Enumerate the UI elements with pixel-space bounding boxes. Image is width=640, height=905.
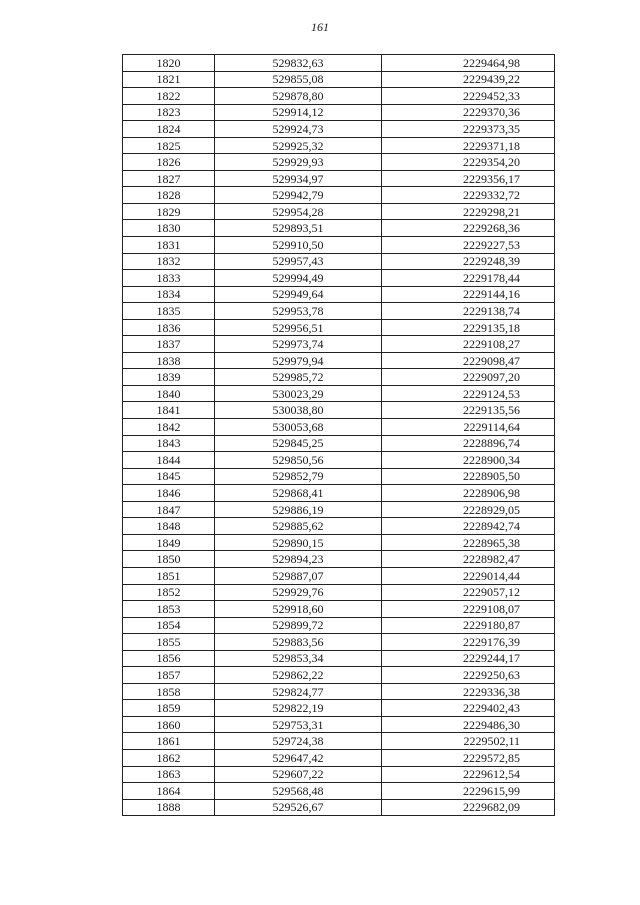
x-coordinate-cell: 529924,73 bbox=[215, 121, 382, 138]
x-coordinate-cell: 529914,12 bbox=[215, 104, 382, 121]
point-number-cell: 1830 bbox=[123, 220, 215, 237]
point-number-cell: 1846 bbox=[123, 485, 215, 502]
x-coordinate-cell: 529910,50 bbox=[215, 237, 382, 254]
point-number-cell: 1838 bbox=[123, 352, 215, 369]
table-row bbox=[123, 601, 555, 618]
table-row bbox=[123, 121, 555, 138]
x-coordinate-cell: 529845,25 bbox=[215, 435, 382, 452]
table-row bbox=[123, 700, 555, 717]
x-coordinate-cell: 529822,19 bbox=[215, 700, 382, 717]
point-number-cell: 1839 bbox=[123, 369, 215, 386]
point-number-cell: 1847 bbox=[123, 501, 215, 518]
point-number-cell: 1831 bbox=[123, 237, 215, 254]
point-number-cell: 1862 bbox=[123, 749, 215, 766]
x-coordinate-cell: 529973,74 bbox=[215, 336, 382, 353]
y-coordinate-cell: 2229298,21 bbox=[382, 203, 555, 220]
table-row bbox=[123, 783, 555, 800]
y-coordinate-cell: 2228965,38 bbox=[382, 534, 555, 551]
x-coordinate-cell: 529724,38 bbox=[215, 733, 382, 750]
x-coordinate-cell: 529899,72 bbox=[215, 617, 382, 634]
point-number-cell: 1864 bbox=[123, 783, 215, 800]
point-number-cell: 1821 bbox=[123, 71, 215, 88]
table-row bbox=[123, 253, 555, 270]
y-coordinate-cell: 2229452,33 bbox=[382, 88, 555, 105]
x-coordinate-cell: 529878,80 bbox=[215, 88, 382, 105]
x-coordinate-cell: 530023,29 bbox=[215, 385, 382, 402]
y-coordinate-cell: 2229332,72 bbox=[382, 187, 555, 204]
x-coordinate-cell: 529568,48 bbox=[215, 783, 382, 800]
x-coordinate-cell: 529862,22 bbox=[215, 667, 382, 684]
table-row bbox=[123, 154, 555, 171]
y-coordinate-cell: 2229486,30 bbox=[382, 716, 555, 733]
page-number: 161 bbox=[311, 20, 329, 34]
table-row bbox=[123, 683, 555, 700]
x-coordinate-cell: 529994,49 bbox=[215, 270, 382, 287]
y-coordinate-cell: 2229336,38 bbox=[382, 683, 555, 700]
table-row bbox=[123, 567, 555, 584]
table-row bbox=[123, 270, 555, 287]
table-row bbox=[123, 203, 555, 220]
y-coordinate-cell: 2229098,47 bbox=[382, 352, 555, 369]
y-coordinate-cell: 2228896,74 bbox=[382, 435, 555, 452]
point-number-cell: 1842 bbox=[123, 419, 215, 436]
table-row bbox=[123, 303, 555, 320]
x-coordinate-cell: 529918,60 bbox=[215, 601, 382, 618]
table-row bbox=[123, 286, 555, 303]
table-row bbox=[123, 352, 555, 369]
y-coordinate-cell: 2229615,99 bbox=[382, 783, 555, 800]
table-row bbox=[123, 485, 555, 502]
x-coordinate-cell: 529868,41 bbox=[215, 485, 382, 502]
table-row bbox=[123, 518, 555, 535]
y-coordinate-cell: 2228900,34 bbox=[382, 452, 555, 469]
y-coordinate-cell: 2228942,74 bbox=[382, 518, 555, 535]
point-number-cell: 1840 bbox=[123, 385, 215, 402]
x-coordinate-cell: 529925,32 bbox=[215, 137, 382, 154]
point-number-cell: 1822 bbox=[123, 88, 215, 105]
y-coordinate-cell: 2229135,18 bbox=[382, 319, 555, 336]
x-coordinate-cell: 529824,77 bbox=[215, 683, 382, 700]
point-number-cell: 1851 bbox=[123, 567, 215, 584]
table-row bbox=[123, 799, 555, 816]
point-number-cell: 1829 bbox=[123, 203, 215, 220]
y-coordinate-cell: 2229248,39 bbox=[382, 253, 555, 270]
y-coordinate-cell: 2229135,56 bbox=[382, 402, 555, 419]
point-number-cell: 1849 bbox=[123, 534, 215, 551]
y-coordinate-cell: 2229244,17 bbox=[382, 650, 555, 667]
x-coordinate-cell: 529887,07 bbox=[215, 567, 382, 584]
point-number-cell: 1853 bbox=[123, 601, 215, 618]
table-row bbox=[123, 716, 555, 733]
table-row bbox=[123, 733, 555, 750]
coordinates-table-body bbox=[123, 55, 555, 816]
point-number-cell: 1857 bbox=[123, 667, 215, 684]
y-coordinate-cell: 2229373,35 bbox=[382, 121, 555, 138]
point-number-cell: 1843 bbox=[123, 435, 215, 452]
x-coordinate-cell: 529942,79 bbox=[215, 187, 382, 204]
table-row bbox=[123, 187, 555, 204]
table-row bbox=[123, 88, 555, 105]
x-coordinate-cell: 529957,43 bbox=[215, 253, 382, 270]
y-coordinate-cell: 2229356,17 bbox=[382, 170, 555, 187]
y-coordinate-cell: 2229178,44 bbox=[382, 270, 555, 287]
table-row bbox=[123, 419, 555, 436]
point-number-cell: 1835 bbox=[123, 303, 215, 320]
x-coordinate-cell: 529886,19 bbox=[215, 501, 382, 518]
y-coordinate-cell: 2229612,54 bbox=[382, 766, 555, 783]
y-coordinate-cell: 2229439,22 bbox=[382, 71, 555, 88]
table-row bbox=[123, 435, 555, 452]
table-row bbox=[123, 534, 555, 551]
x-coordinate-cell: 529979,94 bbox=[215, 352, 382, 369]
x-coordinate-cell: 529949,64 bbox=[215, 286, 382, 303]
point-number-cell: 1860 bbox=[123, 716, 215, 733]
x-coordinate-cell: 529526,67 bbox=[215, 799, 382, 816]
x-coordinate-cell: 529647,42 bbox=[215, 749, 382, 766]
table-row bbox=[123, 237, 555, 254]
table-row bbox=[123, 468, 555, 485]
point-number-cell: 1858 bbox=[123, 683, 215, 700]
y-coordinate-cell: 2229464,98 bbox=[382, 55, 555, 72]
table-row bbox=[123, 336, 555, 353]
x-coordinate-cell: 529885,62 bbox=[215, 518, 382, 535]
y-coordinate-cell: 2229371,18 bbox=[382, 137, 555, 154]
y-coordinate-cell: 2228906,98 bbox=[382, 485, 555, 502]
x-coordinate-cell: 529832,63 bbox=[215, 55, 382, 72]
point-number-cell: 1825 bbox=[123, 137, 215, 154]
point-number-cell: 1845 bbox=[123, 468, 215, 485]
table-row bbox=[123, 220, 555, 237]
point-number-cell: 1861 bbox=[123, 733, 215, 750]
y-coordinate-cell: 2229108,27 bbox=[382, 336, 555, 353]
x-coordinate-cell: 529853,34 bbox=[215, 650, 382, 667]
y-coordinate-cell: 2229682,09 bbox=[382, 799, 555, 816]
y-coordinate-cell: 2229108,07 bbox=[382, 601, 555, 618]
table-row bbox=[123, 650, 555, 667]
y-coordinate-cell: 2229227,53 bbox=[382, 237, 555, 254]
table-row bbox=[123, 766, 555, 783]
y-coordinate-cell: 2228929,05 bbox=[382, 501, 555, 518]
point-number-cell: 1852 bbox=[123, 584, 215, 601]
point-number-cell: 1832 bbox=[123, 253, 215, 270]
x-coordinate-cell: 529852,79 bbox=[215, 468, 382, 485]
y-coordinate-cell: 2229180,87 bbox=[382, 617, 555, 634]
point-number-cell: 1854 bbox=[123, 617, 215, 634]
table-row bbox=[123, 55, 555, 72]
table-row bbox=[123, 584, 555, 601]
x-coordinate-cell: 529890,15 bbox=[215, 534, 382, 551]
table-row bbox=[123, 634, 555, 651]
point-number-cell: 1823 bbox=[123, 104, 215, 121]
point-number-cell: 1888 bbox=[123, 799, 215, 816]
point-number-cell: 1834 bbox=[123, 286, 215, 303]
x-coordinate-cell: 530053,68 bbox=[215, 419, 382, 436]
x-coordinate-cell: 529929,93 bbox=[215, 154, 382, 171]
table-row bbox=[123, 104, 555, 121]
y-coordinate-cell: 2229354,20 bbox=[382, 154, 555, 171]
table-row bbox=[123, 617, 555, 634]
coordinates-table bbox=[122, 54, 555, 816]
y-coordinate-cell: 2229370,36 bbox=[382, 104, 555, 121]
x-coordinate-cell: 529607,22 bbox=[215, 766, 382, 783]
table-row bbox=[123, 369, 555, 386]
x-coordinate-cell: 529929,76 bbox=[215, 584, 382, 601]
y-coordinate-cell: 2229250,63 bbox=[382, 667, 555, 684]
x-coordinate-cell: 529956,51 bbox=[215, 319, 382, 336]
y-coordinate-cell: 2229124,53 bbox=[382, 385, 555, 402]
x-coordinate-cell: 529894,23 bbox=[215, 551, 382, 568]
y-coordinate-cell: 2229402,43 bbox=[382, 700, 555, 717]
y-coordinate-cell: 2229176,39 bbox=[382, 634, 555, 651]
x-coordinate-cell: 529883,56 bbox=[215, 634, 382, 651]
table-row bbox=[123, 501, 555, 518]
y-coordinate-cell: 2229014,44 bbox=[382, 567, 555, 584]
point-number-cell: 1850 bbox=[123, 551, 215, 568]
x-coordinate-cell: 529850,56 bbox=[215, 452, 382, 469]
y-coordinate-cell: 2229268,36 bbox=[382, 220, 555, 237]
point-number-cell: 1855 bbox=[123, 634, 215, 651]
table-row bbox=[123, 319, 555, 336]
y-coordinate-cell: 2228905,50 bbox=[382, 468, 555, 485]
table-row bbox=[123, 71, 555, 88]
point-number-cell: 1863 bbox=[123, 766, 215, 783]
x-coordinate-cell: 530038,80 bbox=[215, 402, 382, 419]
point-number-cell: 1820 bbox=[123, 55, 215, 72]
y-coordinate-cell: 2229114,64 bbox=[382, 419, 555, 436]
y-coordinate-cell: 2229097,20 bbox=[382, 369, 555, 386]
table-row bbox=[123, 452, 555, 469]
y-coordinate-cell: 2229502,11 bbox=[382, 733, 555, 750]
table-row bbox=[123, 551, 555, 568]
point-number-cell: 1824 bbox=[123, 121, 215, 138]
table-row bbox=[123, 402, 555, 419]
y-coordinate-cell: 2229138,74 bbox=[382, 303, 555, 320]
point-number-cell: 1828 bbox=[123, 187, 215, 204]
point-number-cell: 1841 bbox=[123, 402, 215, 419]
point-number-cell: 1859 bbox=[123, 700, 215, 717]
point-number-cell: 1837 bbox=[123, 336, 215, 353]
y-coordinate-cell: 2229057,12 bbox=[382, 584, 555, 601]
y-coordinate-cell: 2229572,85 bbox=[382, 749, 555, 766]
x-coordinate-cell: 529855,08 bbox=[215, 71, 382, 88]
point-number-cell: 1833 bbox=[123, 270, 215, 287]
table-row bbox=[123, 137, 555, 154]
y-coordinate-cell: 2228982,47 bbox=[382, 551, 555, 568]
table-row bbox=[123, 170, 555, 187]
x-coordinate-cell: 529954,28 bbox=[215, 203, 382, 220]
table-row bbox=[123, 749, 555, 766]
point-number-cell: 1827 bbox=[123, 170, 215, 187]
point-number-cell: 1856 bbox=[123, 650, 215, 667]
x-coordinate-cell: 529934,97 bbox=[215, 170, 382, 187]
table-row bbox=[123, 667, 555, 684]
x-coordinate-cell: 529753,31 bbox=[215, 716, 382, 733]
point-number-cell: 1826 bbox=[123, 154, 215, 171]
table-row bbox=[123, 385, 555, 402]
x-coordinate-cell: 529893,51 bbox=[215, 220, 382, 237]
y-coordinate-cell: 2229144,16 bbox=[382, 286, 555, 303]
point-number-cell: 1836 bbox=[123, 319, 215, 336]
point-number-cell: 1848 bbox=[123, 518, 215, 535]
x-coordinate-cell: 529953,78 bbox=[215, 303, 382, 320]
x-coordinate-cell: 529985,72 bbox=[215, 369, 382, 386]
point-number-cell: 1844 bbox=[123, 452, 215, 469]
